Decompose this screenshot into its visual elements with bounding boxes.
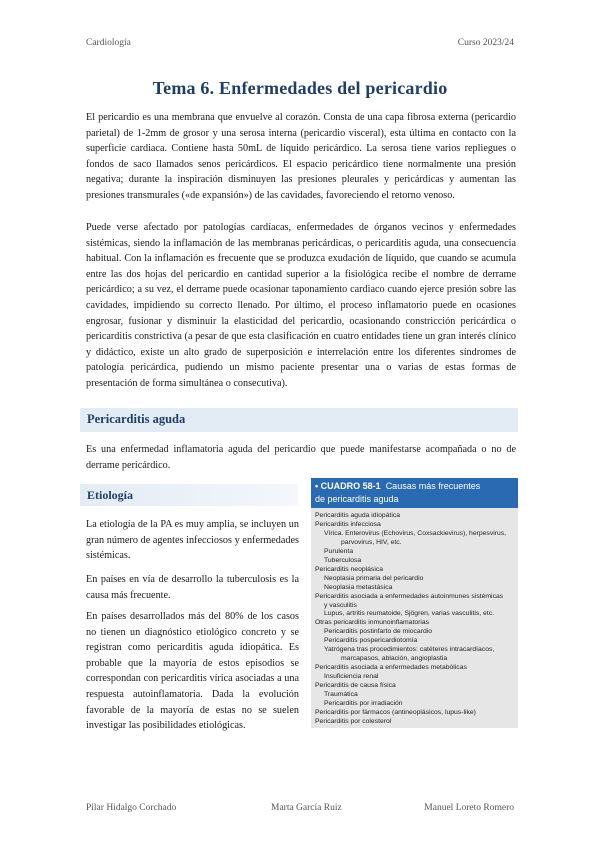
cause-list-item: Pericarditis aguda idiopática	[315, 512, 401, 519]
cause-list-item: Pericarditis por fármacos (antineoplásicos, lupus-like)	[315, 708, 476, 716]
cause-list-item: Purulenta	[324, 547, 354, 555]
cause-list-item: Pericarditis de causa física	[315, 682, 396, 690]
cause-list-item: Lupus, artritis reumatoide, Sjögren, varias vasculitis, etc.	[324, 610, 494, 618]
cause-list-item: Traumática	[324, 691, 358, 699]
etiology-paragraph-1: La etiología de la PA es muy amplia, se incluyen un gran número de agentes infecciosos y enfermedades sistémicas.	[86, 519, 299, 562]
causes-table-header	[311, 478, 518, 508]
cause-list-item: Pericarditis por colesterol	[315, 717, 392, 725]
page-title: Tema 6. Enfermedades del pericardio	[152, 78, 448, 98]
header-course-year: Curso 2023/24	[457, 38, 514, 48]
cause-list-item: Yatrógena tras procedimientos: catéteres intracardíacos,	[324, 646, 495, 654]
cause-list-item: Tuberculosa	[324, 556, 362, 564]
etiology-paragraph-2: En países en vía de desarrollo la tuberculosis es la causa más frecuente.	[86, 574, 299, 601]
header-course-name: Cardiología	[86, 38, 131, 48]
section-heading-pericarditis-aguda	[80, 408, 518, 432]
pericarditis-definition: Es una enfermedad inflamatoria aguda del pericardio que puede manifestarse acompañada o no de derrame pericárdico.	[86, 444, 516, 471]
cause-list-item: marcapasos, ablación, angioplastia	[341, 655, 448, 663]
cause-list-item: Insuficiencia renal	[324, 673, 379, 681]
cause-list-item: Pericarditis por irradiación	[324, 700, 403, 708]
causes-table-title-b: de pericarditis aguda	[315, 493, 399, 504]
intro-paragraph: El pericardio es una membrana que envuelve al corazón. Consta de una capa fibrosa externa (pericardio parietal) de 1-2mm de grosor y una serosa interna (pericardio visceral), esta última en contacto con la superficie cardiaca. Contiene hasta 50mL de líquido pericárdico. La serosa tiene varios repliegues o fondos de saco llamados senos pericárdicos. El espacio pericárdico tiene normalmente una presión negativa; durante la inspiración disminuyen las presiones pleurales y pericárdicas y aumentan las presiones transmurales («de expansión») de las cavidades, favoreciendo el retorno venoso.	[86, 112, 516, 201]
cause-list-item: Neoplasia primaria del pericardio	[324, 574, 424, 582]
causes-list	[311, 508, 518, 727]
footer-author-2: Marta García Ruiz	[271, 803, 342, 813]
cause-list-item: Pericarditis neoplásica	[315, 565, 384, 573]
causes-table-title	[315, 480, 480, 505]
pathology-paragraph: Puede verse afectado por patologías cardíacas, enfermedades de órganos vecinos y enfermedades sistémicas, siendo la inflamación de las membranas pericárdicas, o pericarditis aguda, una consecuencia habitual. Con la inflamación es frecuente que se produzca exudación de líquido, que cuando se acumula entre las dos hojas del pericardio en cantidad superior a la fisiológica recibe el nombre de derrame pericárdico; a su vez, el derrame puede ocasionar taponamiento cardiaco cuando ejerce presión sobre las cavidades, impidiendo su correcto llenado. Por último, el proceso inflamatorio puede en ocasiones engrosar, fusionar y disminuir la elasticidad del pericardio, ocasionando constricción pericárdica o pericarditis constrictiva (a pesar de que esta clasificación en cuatro entidades tiene un gran interés clínico y didáctico, existe un alto grado de superposición e interrelación entre los diferentes síndromes de patología pericárdica, pudiendo un mismo paciente presentar una o varias de estas formas de presentación de forma simultánea o consecutiva).	[86, 222, 516, 389]
causes-table-box	[311, 478, 518, 728]
cause-list-item: parvovirus, HIV, etc.	[341, 538, 402, 546]
section-heading-etiologia	[80, 484, 298, 506]
cause-list-item: Pericarditis asociada a enfermedades autoinmunes sistémicas	[315, 592, 504, 600]
causes-table-title-a: Causas más frecuentes	[385, 481, 481, 491]
cause-list-item: Otras pericarditis inmunoinflamatorias	[315, 619, 430, 627]
cause-list-item: Pericarditis infecciosa	[315, 520, 381, 528]
section-heading-label: Pericarditis aguda	[87, 412, 186, 426]
etiology-paragraph-3: En países desarrollados más del 80% de los casos no tienen un diagnóstico etiológico concreto y se registran como pericarditis aguda idiopática. Es probable que la mayoría de estos episodios se correspondan con pericarditis vírica asociadas a una respuesta autoinflamatoria. Dada la evolución favorable de la mayoría de estas no se suelen investigar las posibilidades etiológicas.	[86, 611, 299, 732]
footer-author-3: Manuel Loreto Romero	[424, 803, 514, 813]
cause-list-item: Vírica. Enterovirus (Echovirus, Coxsackievirus), herpesvirus,	[324, 529, 507, 537]
cause-list-item: Pericarditis postinfarto de miocardio	[324, 628, 433, 636]
cause-list-item: Pericarditis asociada a enfermedades metabólicas	[315, 664, 467, 672]
footer-author-1: Pilar Hidalgo Corchado	[86, 803, 177, 813]
causes-table-tag: • CUADRO 58-1	[315, 481, 381, 491]
cause-list-item: Neoplasia metastásica	[324, 583, 393, 591]
cause-list-item: Pericarditis pospericardiotomía	[324, 637, 418, 645]
cause-list-item: y vasculitis	[324, 601, 357, 609]
section-heading-label: Etiología	[87, 488, 134, 502]
